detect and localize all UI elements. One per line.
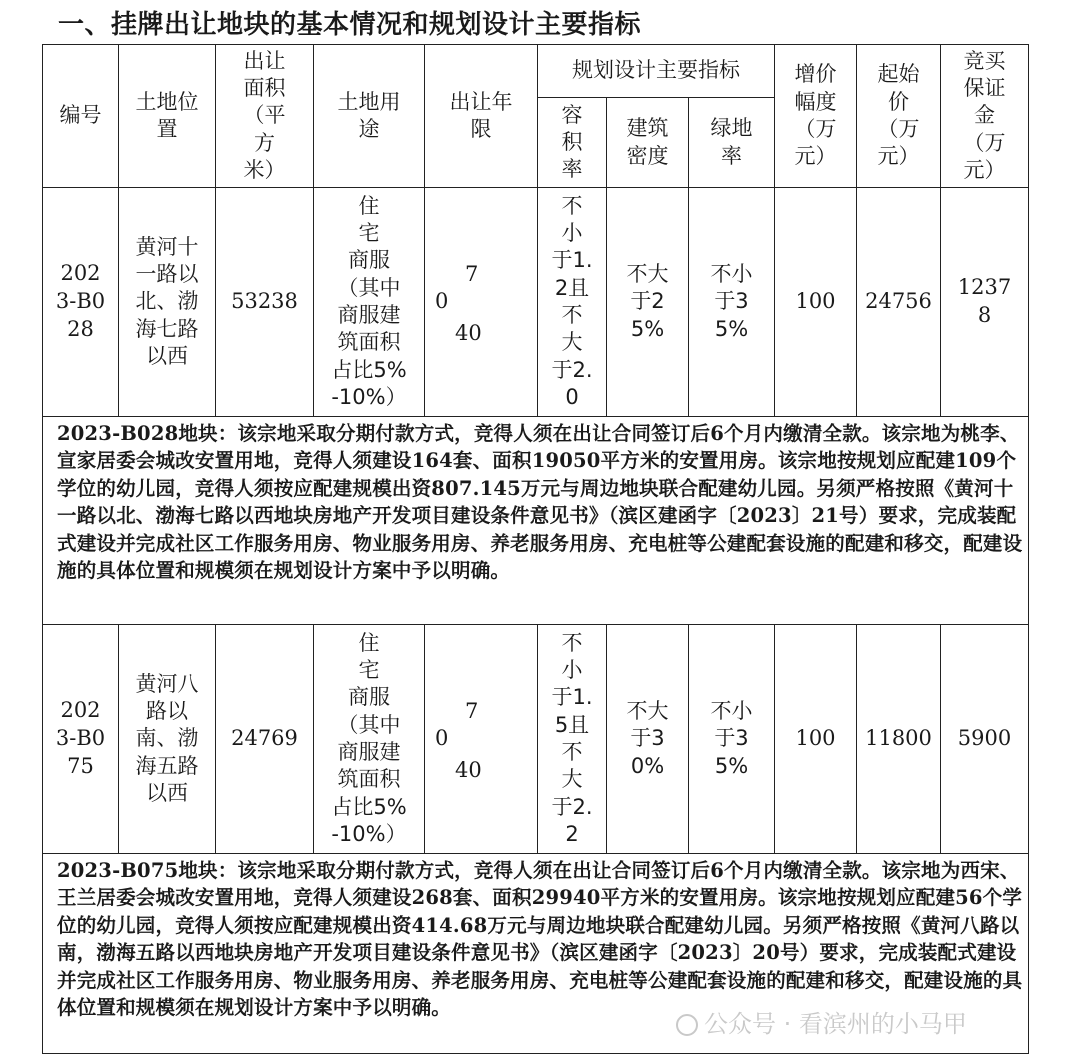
header-term: 出让年 限 [425, 45, 538, 188]
cell-increment: 100 [775, 625, 857, 854]
cell-code: 202 3-B0 28 [43, 188, 119, 417]
cell-far: 不 小 于1. 5且 不 大 于2. 2 [538, 625, 607, 854]
cell-green: 不小 于3 5% [689, 625, 775, 854]
header-far: 容 积 率 [538, 98, 607, 188]
cell-green: 不小 于3 5% [689, 188, 775, 417]
cell-term [425, 625, 538, 854]
cell-density: 不大 于2 5% [607, 188, 689, 417]
watermark [676, 1004, 967, 1039]
cell-increment: 100 [775, 188, 857, 417]
header-code: 编号 [43, 45, 119, 188]
cell-start-price: 11800 [857, 625, 941, 854]
parcel-note: 2023-B028地块：该宗地采取分期付款方式，竞得人须在出让合同签订后6个月内缴清全款。该宗地为桃李、宣家居委会城改安置用地，竞得人须建设164套、面积19050平方米的安置用房。该宗地按规划应配建109个学位的幼儿园，竞得人须按应配建规模出资807.145万元与周边地块联合配建幼儿园。另须严格按照《黄河十一路以北、渤海七路以西地块房地产开发项目建设条件意见书》（滨区建函字〔2023〕21号）要求，完成装配式建设并完成社区工作服务用房、物业服务用房、养老服务用房、充电桩等公建配套设施的配建和移交，配建设施的具体位置和规模须在规划设计方案中予以明确。 [43, 417, 1029, 625]
header-use: 土地用 途 [314, 45, 425, 188]
cell-use: 住 宅 商服 （其中 商服建 筑面积 占比5% -10%） [314, 188, 425, 417]
cell-far: 不 小 于1. 2且 不 大 于2. 0 [538, 188, 607, 417]
term-digit-a: 0 [435, 289, 449, 314]
header-planning-group: 规划设计主要指标 [538, 45, 775, 98]
wechat-icon [676, 1014, 698, 1036]
cell-location: 黄河八 路以 南、渤 海五路 以西 [119, 625, 216, 854]
header-green: 绿地 率 [689, 98, 775, 188]
cell-area: 53238 [216, 188, 314, 417]
term-digit-c: 40 [455, 321, 482, 346]
header-deposit: 竞买 保证 金 （万 元） [941, 45, 1029, 188]
term-digit-b: 7 [465, 261, 479, 286]
header-area: 出让 面积 （平 方 米） [216, 45, 314, 188]
term-digit-b: 7 [465, 698, 479, 723]
cell-location: 黄河十 一路以 北、渤 海七路 以西 [119, 188, 216, 417]
note-row [43, 417, 1029, 625]
cell-start-price: 24756 [857, 188, 941, 417]
cell-area: 24769 [216, 625, 314, 854]
cell-deposit: 1237 8 [941, 188, 1029, 417]
cell-density: 不大 于3 0% [607, 625, 689, 854]
header-start-price: 起始 价 （万 元） [857, 45, 941, 188]
cell-use: 住 宅 商服 （其中 商服建 筑面积 占比5% -10%） [314, 625, 425, 854]
watermark-text: 公众号 · 看滨州的小马甲 [704, 1010, 967, 1038]
table-row [43, 188, 1029, 417]
header-density: 建筑 密度 [607, 98, 689, 188]
header-location: 土地位 置 [119, 45, 216, 188]
parcel-note: 2023-B075地块：该宗地采取分期付款方式，竞得人须在出让合同签订后6个月内缴清全款。该宗地为西宋、王兰居委会城改安置用地，竞得人须建设268套、面积29940平方米的安置用房。该宗地按规划应配建56个学位的幼儿园，竞得人须按应配建规模出资414.68万元与周边地块联合配建幼儿园。另须严格按照《黄河八路以南，渤海五路以西地块房地产开发项目建设条件意见书》（滨区建函字〔2023〕20号）要求，完成装配式建设并完成社区工作服务用房、物业服务用房、养老服务用房、充电桩等公建配套设施的配建和移交，配建设施的具体位置和规模须在规划设计方案中予以明确。 [43, 854, 1029, 1054]
section-heading: 一、挂牌出让地块的基本情况和规划设计主要指标 [58, 10, 642, 40]
header-increment: 增价 幅度 （万 元） [775, 45, 857, 188]
cell-term [425, 188, 538, 417]
cell-deposit: 5900 [941, 625, 1029, 854]
cell-code: 202 3-B0 75 [43, 625, 119, 854]
term-digit-a: 0 [435, 726, 449, 751]
table-row [43, 625, 1029, 854]
land-parcel-table [42, 44, 1029, 1054]
term-digit-c: 40 [455, 758, 482, 783]
